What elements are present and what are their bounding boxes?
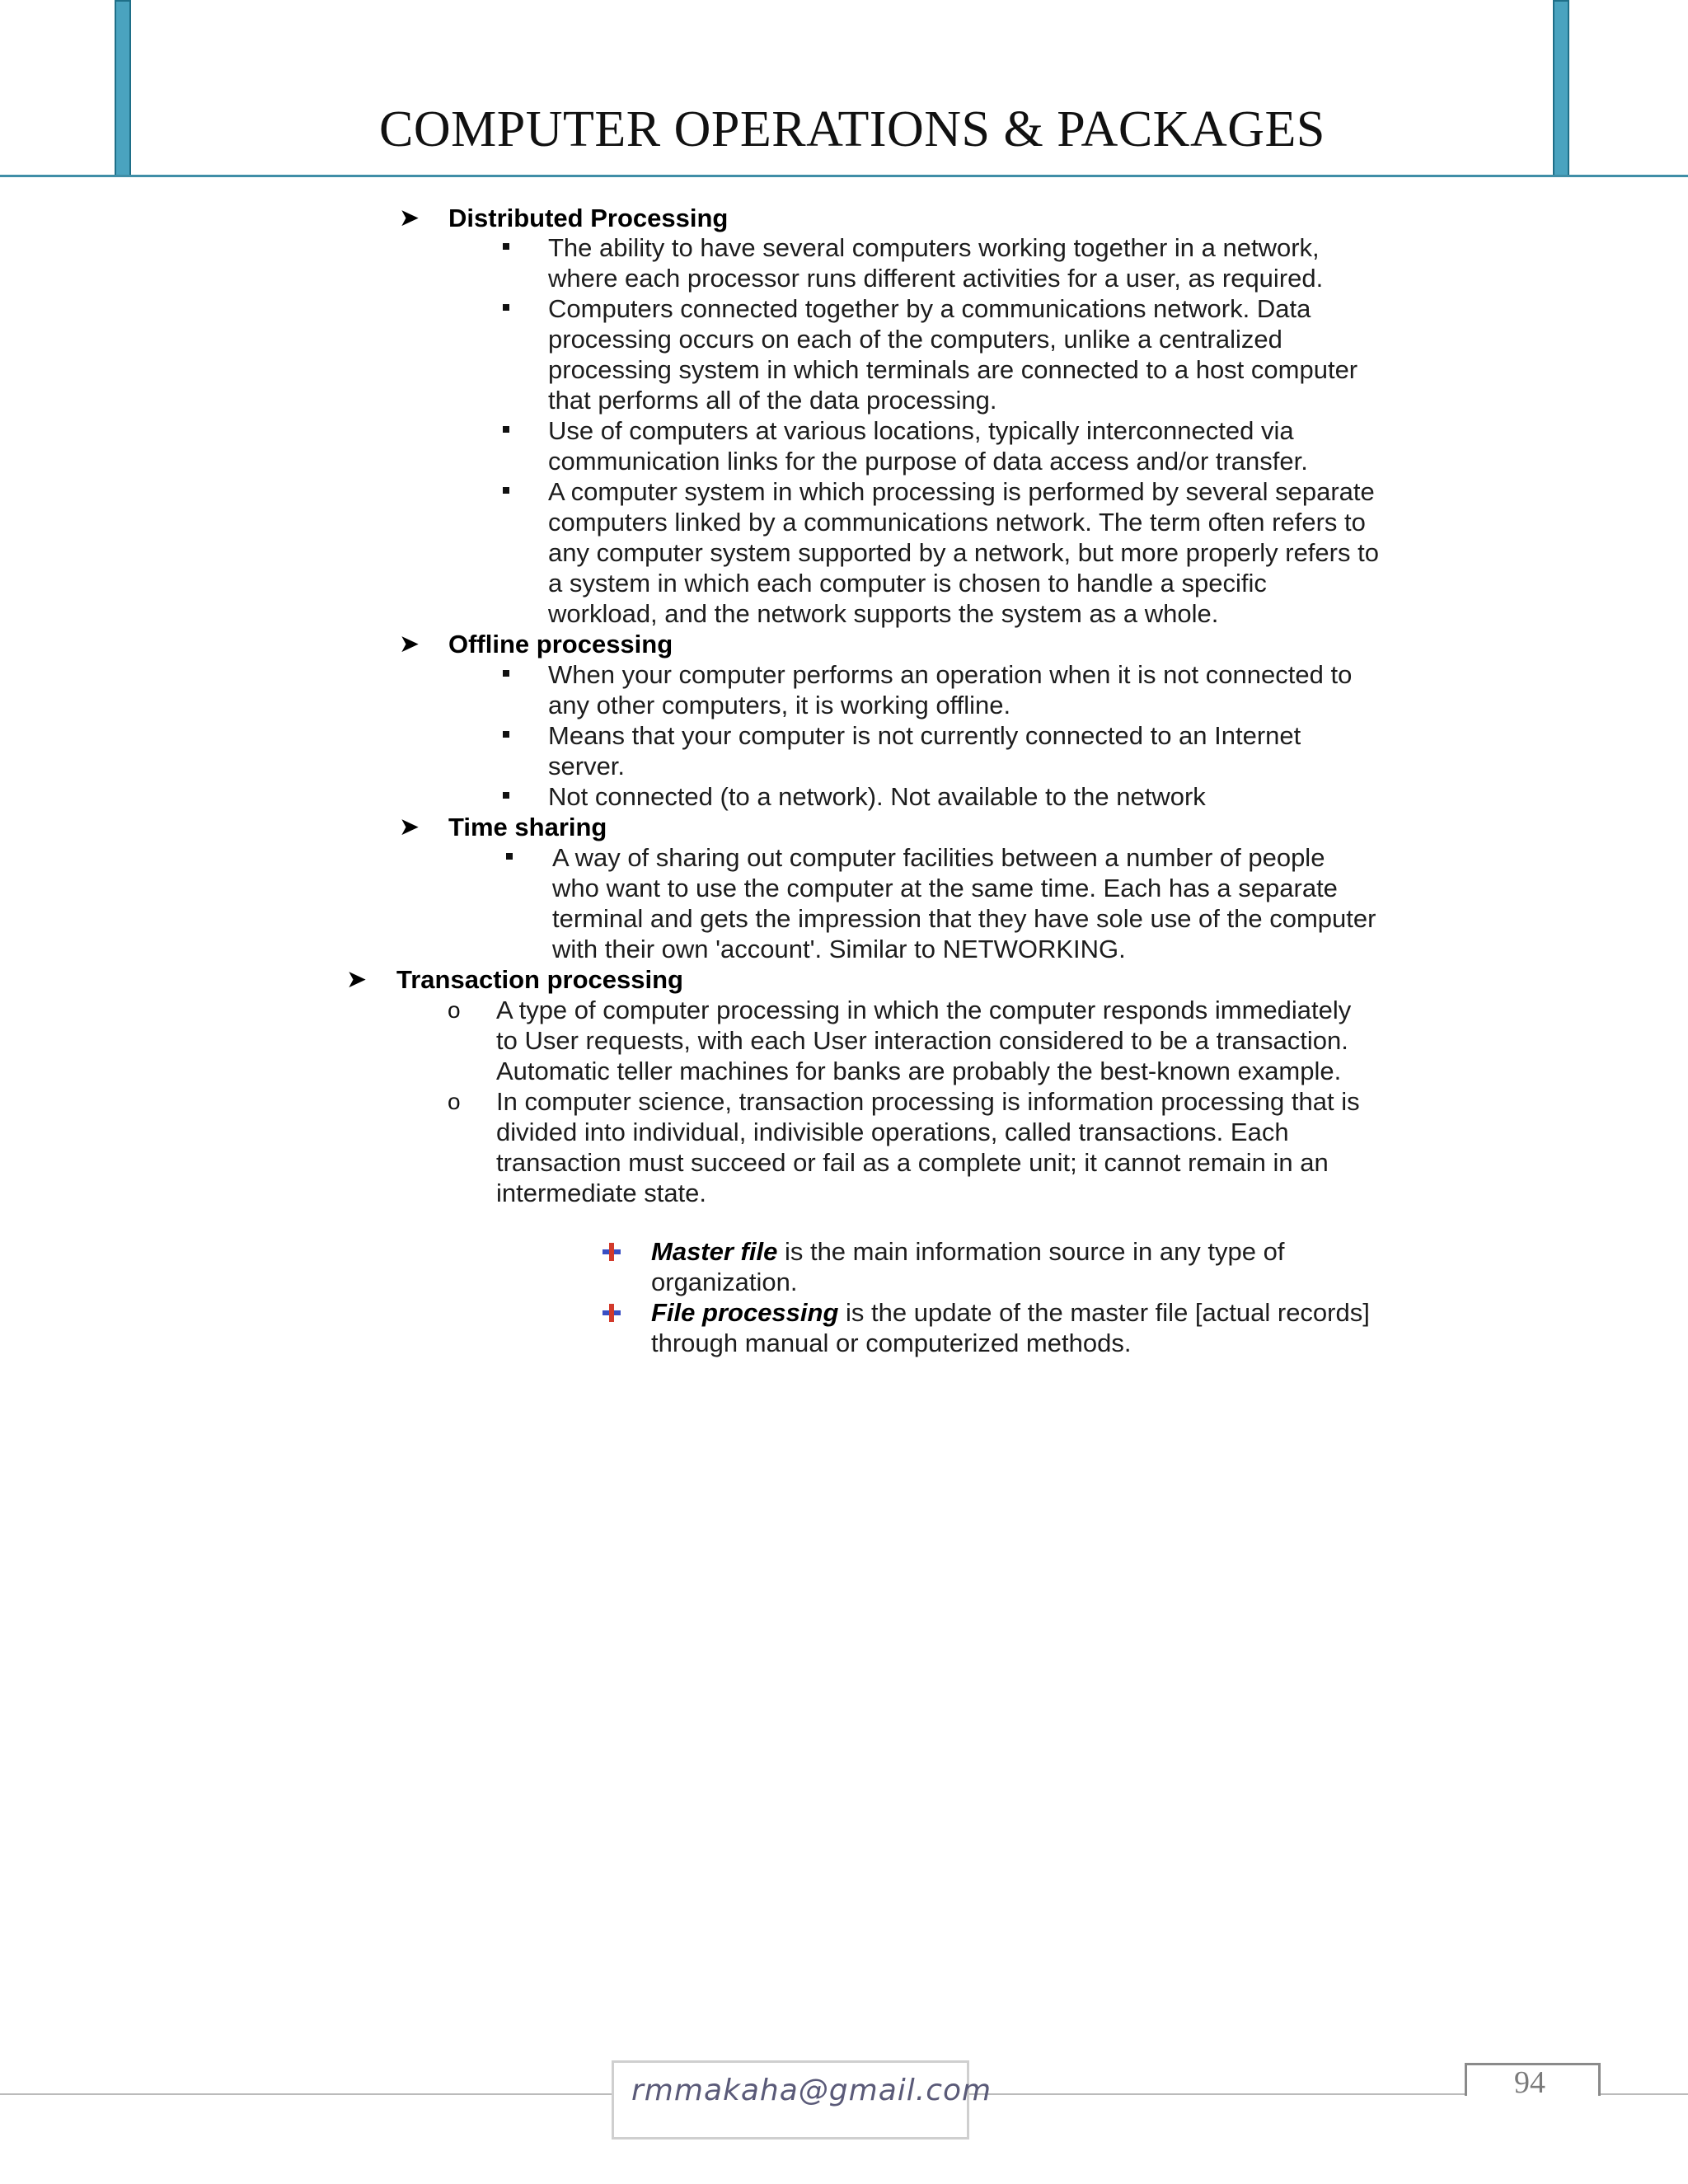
body-line: Not connected (to a network). Not available to the network [548,782,1206,811]
body-line: through manual or computerized methods. [651,1329,1132,1357]
body-line: When your computer performs an operation when it is not connected to [548,660,1353,689]
body-line: processing occurs on each of the computers, unlike a centralized [548,325,1282,354]
body-line: Means that your computer is not currently connected to an Internet [548,721,1301,750]
body-line: Use of computers at various locations, typically interconnected via [548,416,1294,445]
right-accent-bar [1553,0,1569,176]
arrowhead-icon: ➤ [399,630,420,658]
heading-offline: Offline processing [448,630,673,658]
body-line: communication links for the purpose of data access and/or transfer. [548,447,1308,476]
square-bullet-icon [503,243,509,250]
body-line: workload, and the network supports the system as a whole. [548,599,1219,628]
arrowhead-icon: ➤ [399,813,420,841]
body-line: A computer system in which processing is performed by several separate [548,477,1375,506]
cross-bullet-icon [603,1243,621,1261]
cross-bullet-icon [603,1304,621,1322]
left-accent-bar [115,0,131,176]
arrowhead-icon: ➤ [399,204,420,232]
body-line: any other computers, it is working offline. [548,691,1011,719]
circle-bullet-icon: o [448,997,461,1023]
page-number: 94 [1514,2065,1545,2100]
note-text: is the main information source in any type of [777,1237,1285,1266]
square-bullet-icon [503,304,509,311]
term-file-processing: File processing [651,1298,839,1327]
body-line: In computer science, transaction processing is information processing that is [496,1087,1360,1116]
square-bullet-icon [506,853,513,860]
body-line: who want to use the computer at the same time. Each has a separate [552,874,1338,902]
body-line: Automatic teller machines for banks are probably the best-known example. [496,1057,1342,1085]
footer-email: rmmakaha@gmail.com [631,2074,992,2107]
note-master-file [651,1236,1285,1267]
square-bullet-icon [503,792,509,799]
body-line: where each processor runs different activities for a user, as required. [548,264,1324,293]
body-line: processing system in which terminals are connected to a host computer [548,355,1358,384]
note-text: is the update of the master file [actual records] [838,1298,1370,1327]
circle-bullet-icon: o [448,1089,461,1114]
body-line: organization. [651,1268,798,1296]
body-line: The ability to have several computers working together in a network, [548,233,1320,262]
body-line: transaction must succeed or fail as a complete unit; it cannot remain in an [496,1148,1329,1177]
body-line: any computer system supported by a network, but more properly refers to [548,538,1379,567]
body-line: A way of sharing out computer facilities between a number of people [552,843,1325,872]
body-line: with their own 'account'. Similar to NETWORKING. [552,935,1126,963]
header-divider [0,175,1688,177]
body-line: server. [548,752,626,780]
body-line: a system in which each computer is chosen to handle a specific [548,569,1267,598]
footer-divider [0,2093,614,2095]
square-bullet-icon [503,426,509,433]
square-bullet-icon [503,670,509,677]
arrowhead-icon: ➤ [346,966,368,993]
body-line: A type of computer processing in which the computer responds immediately [496,996,1352,1024]
heading-time-sharing: Time sharing [448,813,607,841]
body-line: Computers connected together by a communications network. Data [548,294,1311,323]
term-master-file: Master file [651,1237,778,1266]
page-title: COMPUTER OPERATIONS & PACKAGES [379,101,1325,157]
body-line: intermediate state. [496,1179,707,1207]
body-line: terminal and gets the impression that they have sole use of the computer [552,904,1376,933]
body-line: that performs all of the data processing. [548,386,997,415]
body-line: to User requests, with each User interaction considered to be a transaction. [496,1026,1348,1055]
heading-distributed: Distributed Processing [448,204,729,232]
heading-transaction: Transaction processing [396,965,683,994]
square-bullet-icon [503,487,509,494]
note-file-processing [651,1297,1370,1328]
square-bullet-icon [503,731,509,738]
body-line: divided into individual, indivisible operations, called transactions. Each [496,1118,1289,1146]
body-line: computers linked by a communications network. The term often refers to [548,508,1366,537]
